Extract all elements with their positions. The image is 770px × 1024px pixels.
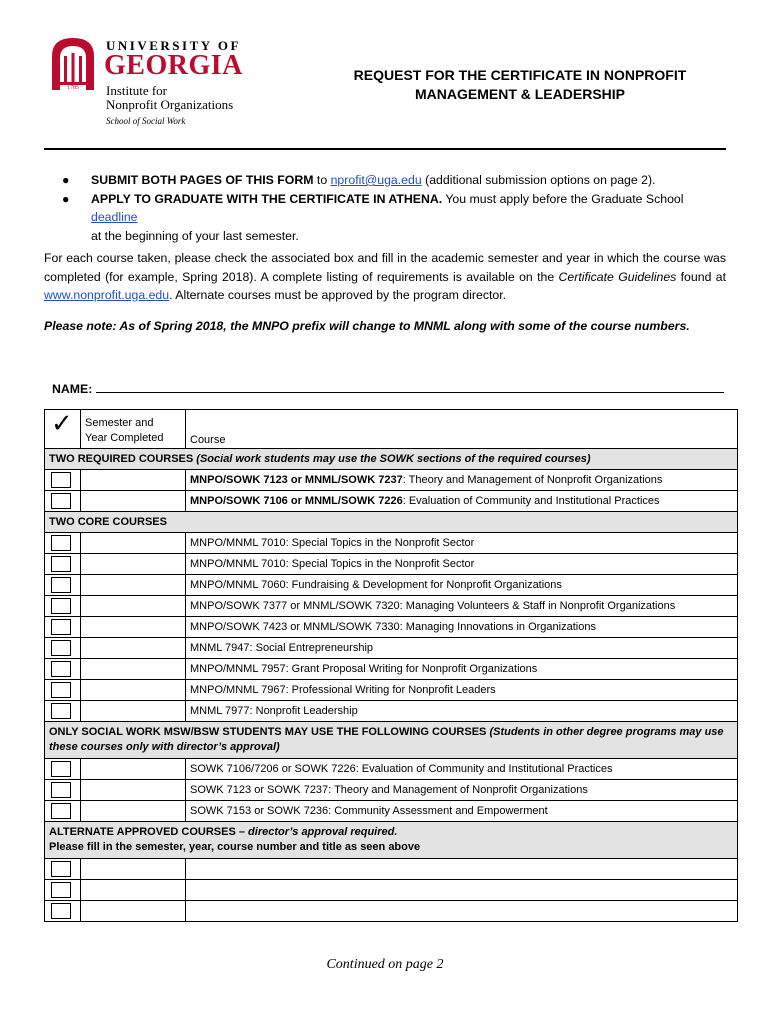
- course-name: MNPO/SOWK 7423 or MNML/SOWK 7330: Managing Innovations in Organizations: [186, 617, 738, 638]
- semester-input[interactable]: [81, 491, 186, 512]
- table-header: [45, 410, 738, 449]
- table-row: [45, 780, 738, 801]
- deadline-link[interactable]: deadline: [91, 210, 138, 224]
- table-row: [45, 759, 738, 780]
- semester-input[interactable]: [81, 470, 186, 491]
- website-link[interactable]: www.nonprofit.uga.edu: [44, 288, 170, 302]
- course-input[interactable]: [186, 901, 738, 922]
- page-title: [320, 66, 720, 104]
- title-line1: REQUEST FOR THE CERTIFICATE IN NONPROFIT: [353, 67, 687, 83]
- bullet-apply-bold: APPLY TO GRADUATE WITH THE CERTIFICATE IN ATHENA.: [91, 191, 443, 206]
- section-alternate: ALTERNATE APPROVED COURSES – director’s approval required. Please fill in the semester, year, course number and title as seen above: [45, 822, 738, 859]
- prefix-note: Please note: As of Spring 2018, the MNPO prefix will change to MNML along with some of the course numbers.: [44, 319, 690, 333]
- name-field-row: [52, 381, 724, 396]
- table-row: [45, 701, 738, 722]
- check-header: [45, 410, 81, 449]
- email-link[interactable]: nprofit@uga.edu: [330, 173, 422, 187]
- table-row: [45, 801, 738, 822]
- bullet-submit: ● SUBMIT BOTH PAGES OF THIS FORM to nprofit@uga.edu (additional submission options on page 2).: [62, 171, 732, 190]
- bullet-apply: ● APPLY TO GRADUATE WITH THE CERTIFICATE IN ATHENA. You must apply before the Graduate School deadline at the beginning of your last semester.: [62, 191, 684, 243]
- semester-input[interactable]: [81, 901, 186, 922]
- semester-input[interactable]: [81, 533, 186, 554]
- table-row: [45, 533, 738, 554]
- course-name: MNML 7977: Nonprofit Leadership: [186, 701, 738, 722]
- bullet-submit-bold: SUBMIT BOTH PAGES OF THIS FORM: [91, 173, 314, 187]
- course-checkbox[interactable]: [51, 493, 71, 509]
- course-table: [44, 409, 738, 922]
- course-checkbox[interactable]: [51, 535, 71, 551]
- course-name: MNPO/MNML 7060: Fundraising & Development for Nonprofit Organizations: [186, 575, 738, 596]
- table-row: [45, 617, 738, 638]
- course-checkbox[interactable]: [51, 661, 71, 677]
- semester-input[interactable]: [81, 575, 186, 596]
- table-row: [45, 491, 738, 512]
- logo-university-of: UNIVERSITY OF: [106, 38, 241, 53]
- course-name: SOWK 7106/7206 or SOWK 7226: Evaluation of Community and Institutional Practices: [186, 759, 738, 780]
- semester-input[interactable]: [81, 638, 186, 659]
- logo-georgia: GEORGIA: [104, 50, 243, 81]
- divider: [44, 148, 726, 150]
- semester-input[interactable]: [81, 617, 186, 638]
- table-row: [45, 575, 738, 596]
- course-checkbox[interactable]: [51, 761, 71, 777]
- bullet-icon: ●: [62, 173, 70, 187]
- course-checkbox[interactable]: [51, 782, 71, 798]
- semester-input[interactable]: [81, 680, 186, 701]
- intro-paragraph: For each course taken, please check the associated box and fill in the academic semester and year in which the course was completed (for example, Spring 2018). A complete listing of requirements is available on the Certificate Guidelines found at www.nonprofit.uga.edu. Alternate courses must be approved by the program director.: [44, 251, 727, 302]
- course-checkbox[interactable]: [51, 598, 71, 614]
- logo-institute-line2: Nonprofit Organizations: [106, 97, 234, 112]
- course-checkbox[interactable]: [51, 703, 71, 719]
- course-checkbox[interactable]: [51, 640, 71, 656]
- table-row: [45, 638, 738, 659]
- table-row: [45, 596, 738, 617]
- semester-input[interactable]: [81, 859, 186, 880]
- logo-school: School of Social Work: [106, 116, 186, 126]
- course-input[interactable]: [186, 859, 738, 880]
- semester-input[interactable]: [81, 780, 186, 801]
- course-name: MNPO/SOWK 7123 or MNML/SOWK 7237: Theory and Management of Nonprofit Organizations: [186, 470, 738, 491]
- semester-input[interactable]: [81, 759, 186, 780]
- course-checkbox[interactable]: [51, 472, 71, 488]
- table-row: [45, 554, 738, 575]
- course-name: SOWK 7153 or SOWK 7236: Community Assessment and Empowerment: [186, 801, 738, 822]
- semester-input[interactable]: [81, 554, 186, 575]
- arch-icon: [50, 36, 96, 90]
- semester-input[interactable]: [81, 596, 186, 617]
- course-checkbox[interactable]: [51, 861, 71, 877]
- semester-header: Semester and Year Completed: [81, 410, 186, 449]
- continued-note: Continued on page 2: [326, 957, 444, 972]
- course-name: SOWK 7123 or SOWK 7237: Theory and Management of Nonprofit Organizations: [186, 780, 738, 801]
- title-line2: MANAGEMENT & LEADERSHIP: [414, 86, 625, 102]
- course-input[interactable]: [186, 880, 738, 901]
- semester-input[interactable]: [81, 880, 186, 901]
- semester-input[interactable]: [81, 801, 186, 822]
- logo-institute-line1: Institute for: [106, 83, 168, 98]
- course-checkbox[interactable]: [51, 803, 71, 819]
- uga-logo: [50, 28, 270, 128]
- semester-input[interactable]: [81, 659, 186, 680]
- section-social-work: ONLY SOCIAL WORK MSW/BSW STUDENTS MAY USE THE FOLLOWING COURSES (Students in other degree programs may use these courses only with director’s approval): [45, 722, 738, 759]
- bullet-icon: ●: [62, 191, 70, 206]
- table-row: [45, 901, 738, 922]
- check-icon: ✓: [51, 409, 73, 438]
- table-row: [45, 880, 738, 901]
- course-name: MNPO/SOWK 7377 or MNML/SOWK 7320: Managing Volunteers & Staff in Nonprofit Organizations: [186, 596, 738, 617]
- course-checkbox[interactable]: [51, 556, 71, 572]
- course-checkbox[interactable]: [51, 577, 71, 593]
- course-name: MNPO/SOWK 7106 or MNML/SOWK 7226: Evaluation of Community and Institutional Practices: [186, 491, 738, 512]
- course-checkbox[interactable]: [51, 682, 71, 698]
- course-name: MNPO/MNML 7967: Professional Writing for Nonprofit Leaders: [186, 680, 738, 701]
- course-checkbox[interactable]: [51, 619, 71, 635]
- course-checkbox[interactable]: [51, 903, 71, 919]
- logo-year: 1785: [67, 85, 79, 90]
- table-row: [45, 859, 738, 880]
- course-name: MNML 7947: Social Entrepreneurship: [186, 638, 738, 659]
- table-row: [45, 680, 738, 701]
- table-row: [45, 659, 738, 680]
- course-name: MNPO/MNML 7957: Grant Proposal Writing for Nonprofit Organizations: [186, 659, 738, 680]
- semester-input[interactable]: [81, 701, 186, 722]
- course-name: MNPO/MNML 7010: Special Topics in the Nonprofit Sector: [186, 554, 738, 575]
- instructions-list: [62, 171, 732, 245]
- name-input[interactable]: [96, 381, 724, 393]
- section-core: TWO CORE COURSES: [45, 512, 738, 533]
- course-name: MNPO/MNML 7010: Special Topics in the Nonprofit Sector: [186, 533, 738, 554]
- course-checkbox[interactable]: [51, 882, 71, 898]
- course-header: Course: [186, 410, 738, 449]
- table-row: [45, 470, 738, 491]
- name-label: NAME:: [52, 382, 93, 396]
- section-required: TWO REQUIRED COURSES (Social work students may use the SOWK sections of the required courses): [45, 449, 738, 470]
